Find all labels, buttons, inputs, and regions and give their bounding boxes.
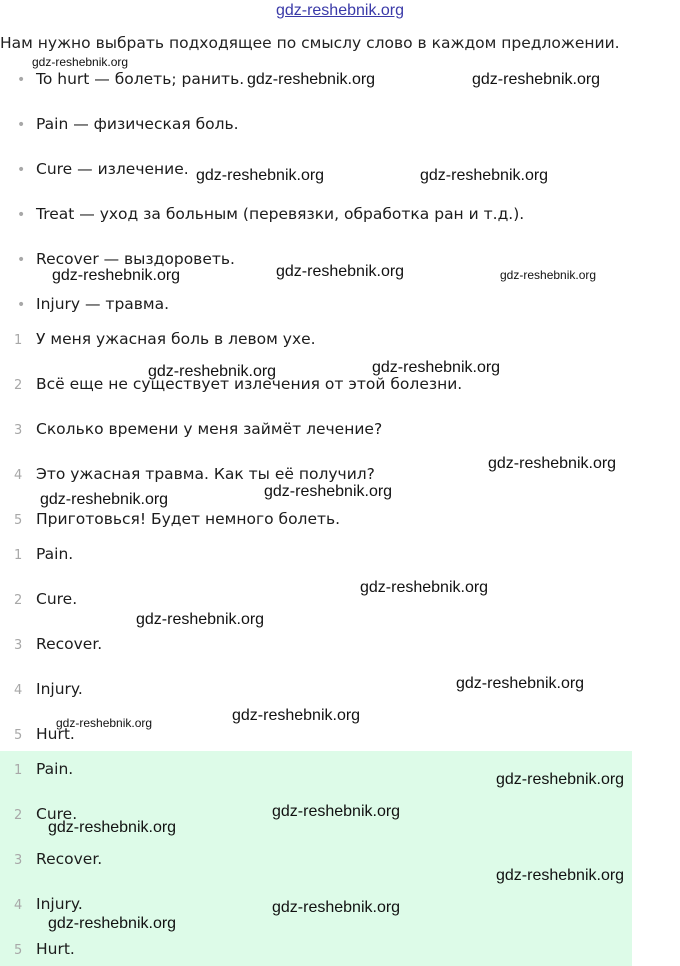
item-number: 2 [14,593,23,608]
vocab-item-text: Injury — травма. [36,295,170,313]
watermark: gdz-reshebnik.org [372,359,501,376]
vocab-item-text: Treat — уход за больным (перевязки, обработка ран и т.д.). [36,205,525,223]
sentence-item [14,327,316,351]
watermark: gdz-reshebnik.org [276,263,405,280]
intro-text: Нам нужно выбрать подходящее по смыслу слово в каждом предложении. [0,34,620,52]
watermark: gdz-reshebnik.org [500,268,597,282]
item-number: 2 [14,378,23,393]
watermark: gdz-reshebnik.org [247,71,376,88]
watermark: gdz-reshebnik.org [456,675,585,692]
item-number: 1 [14,333,23,348]
watermark: gdz-reshebnik.org [272,899,401,916]
answer-text: Pain. [36,760,74,778]
watermark: gdz-reshebnik.org [272,803,401,820]
vocab-item-text: To hurt — болеть; ранить. [36,70,245,88]
answer-text: Cure. [36,590,78,608]
watermark: gdz-reshebnik.org [232,707,361,724]
watermark: gdz-reshebnik.org [496,867,625,884]
bullet-icon: • [17,207,26,223]
sentence-item [14,507,340,531]
watermark: gdz-reshebnik.org [40,491,169,508]
answer-text: Cure. [36,805,78,823]
watermark: gdz-reshebnik.org [32,55,129,69]
answer-text: Hurt. [36,725,75,743]
bullet-icon: • [17,117,26,133]
vocab-item [14,67,244,91]
highlighted-answer-item [14,892,83,916]
answer-item [14,632,102,656]
item-number: 1 [14,548,23,563]
item-number: 2 [14,808,23,823]
item-number: 5 [14,513,23,528]
watermark: gdz-reshebnik.org [488,455,617,472]
bullet-icon: • [17,162,26,178]
watermark: gdz-reshebnik.org [196,167,325,184]
item-number: 4 [14,683,23,698]
vocab-item-text: Pain — физическая боль. [36,115,239,133]
item-number: 1 [14,763,23,778]
answer-text: Pain. [36,545,74,563]
answer-item [14,542,73,566]
site-header-link[interactable]: gdz-reshebnik.org [275,2,405,19]
bullet-icon: • [17,72,26,88]
watermark: gdz-reshebnik.org [48,819,177,836]
answer-item [14,587,77,611]
answer-text: Injury. [36,895,83,913]
vocab-item [14,202,524,226]
answer-item [14,677,83,701]
sentence-item [14,417,382,441]
highlighted-answer-item [14,937,75,961]
watermark: gdz-reshebnik.org [420,167,549,184]
item-number: 3 [14,638,23,653]
item-number: 4 [14,468,23,483]
watermark: gdz-reshebnik.org [148,363,277,380]
sentence-text: Сколько времени у меня займёт лечение? [36,420,383,438]
answer-text: Recover. [36,635,103,653]
vocab-item-text: Recover — выздороветь. [36,250,235,268]
sentence-text: Приготовься! Будет немного болеть. [36,510,341,528]
item-number: 5 [14,728,23,743]
bullet-icon: • [17,252,26,268]
watermark: gdz-reshebnik.org [136,611,265,628]
highlighted-answer-item [14,847,102,871]
vocab-item-text: Cure — излечение. [36,160,189,178]
watermark: gdz-reshebnik.org [56,716,153,730]
item-number: 4 [14,898,23,913]
watermark: gdz-reshebnik.org [472,71,601,88]
bullet-icon: • [17,297,26,313]
watermark: gdz-reshebnik.org [48,915,177,932]
answer-text: Hurt. [36,940,75,958]
vocab-item [14,112,239,136]
highlighted-answer-item [14,757,73,781]
watermark: gdz-reshebnik.org [496,771,625,788]
sentence-text: Всё еще не существует излечения от этой болезни. [36,375,463,393]
item-number: 3 [14,423,23,438]
sentence-text: Это ужасная травма. Как ты её получил? [36,465,375,483]
answer-text: Injury. [36,680,83,698]
answer-text: Recover. [36,850,103,868]
sentence-text: У меня ужасная боль в левом ухе. [36,330,316,348]
watermark: gdz-reshebnik.org [52,267,181,284]
watermark: gdz-reshebnik.org [360,579,489,596]
watermark: gdz-reshebnik.org [264,483,393,500]
vocab-item [14,292,169,316]
item-number: 5 [14,943,23,958]
vocab-item [14,157,189,181]
item-number: 3 [14,853,23,868]
